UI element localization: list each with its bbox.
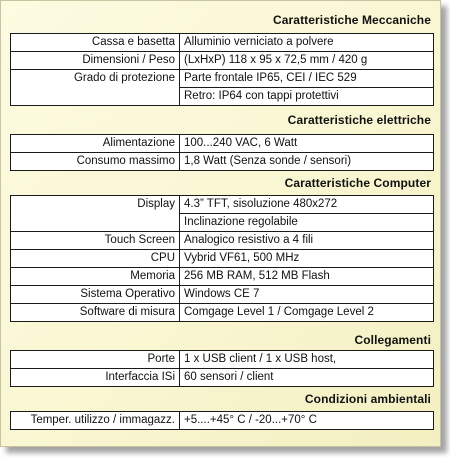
table-row	[11, 412, 434, 430]
row-label: Consumo massimo	[11, 153, 180, 171]
table-row	[11, 250, 434, 268]
row-label: Cassa e basetta	[11, 34, 180, 52]
row-value: 1,8 Watt (Senza sonde / sensori)	[180, 153, 434, 171]
row-value: 256 MB RAM, 512 MB Flash	[180, 268, 434, 286]
table-ambientali	[10, 411, 434, 430]
table-row	[11, 351, 434, 369]
row-label: Software di misura	[11, 304, 180, 322]
row-label: Grado di protezione	[11, 70, 180, 106]
table-row	[11, 286, 434, 304]
row-label: CPU	[11, 250, 180, 268]
row-label: Display	[11, 196, 180, 232]
table-row	[11, 70, 434, 88]
row-label: Dimensioni / Peso	[11, 52, 180, 70]
table-row	[11, 369, 434, 387]
row-value: 4.3” TFT, sisoluzione 480x272	[180, 196, 434, 214]
row-value: Retro: IP64 con tappi protettivi	[180, 88, 434, 106]
row-value: Comgage Level 1 / Comgage Level 2	[180, 304, 434, 322]
table-row	[11, 268, 434, 286]
row-value: Windows CE 7	[180, 286, 434, 304]
row-value: 100...240 VAC, 6 Watt	[180, 135, 434, 153]
section-title-meccaniche: Caratteristiche Meccaniche	[272, 13, 431, 27]
table-row	[11, 196, 434, 214]
row-label: Temper. utilizzo / immagazz.	[11, 412, 180, 430]
row-value: Inclinazione regolabile	[180, 214, 434, 232]
row-value: 60 sensori / client	[180, 369, 434, 387]
table-row	[11, 135, 434, 153]
table-row	[11, 34, 434, 52]
row-label: Interfaccia ISi	[11, 369, 180, 387]
section-title-computer: Caratteristiche Computer	[284, 176, 431, 190]
row-label: Memoria	[11, 268, 180, 286]
row-label: Porte	[11, 351, 180, 369]
table-row	[11, 304, 434, 322]
table-row	[11, 52, 434, 70]
table-meccaniche	[10, 33, 434, 106]
row-label: Sistema Operativo	[11, 286, 180, 304]
table-row	[11, 232, 434, 250]
row-label: Touch Screen	[11, 232, 180, 250]
row-label: Alimentazione	[11, 135, 180, 153]
row-value: (LxHxP) 118 x 95 x 72,5 mm / 420 g	[180, 52, 434, 70]
table-collegamenti	[10, 350, 434, 387]
row-value: +5....+45° C / -20...+70° C	[180, 412, 434, 430]
row-value: Parte frontale IP65, CEI / IEC 529	[180, 70, 434, 88]
table-elettriche	[10, 134, 434, 171]
section-title-ambientali: Condizioni ambientali	[304, 392, 431, 406]
row-value: Alluminio verniciato a polvere	[180, 34, 434, 52]
row-value: Vybrid VF61, 500 MHz	[180, 250, 434, 268]
table-row	[11, 153, 434, 171]
row-value: Analogico resistivo a 4 fili	[180, 232, 434, 250]
row-value: 1 x USB client / 1 x USB host,	[180, 351, 434, 369]
section-title-elettriche: Caratteristiche elettriche	[287, 113, 431, 127]
section-title-collegamenti: Collegamenti	[354, 333, 431, 347]
table-computer	[10, 195, 434, 322]
